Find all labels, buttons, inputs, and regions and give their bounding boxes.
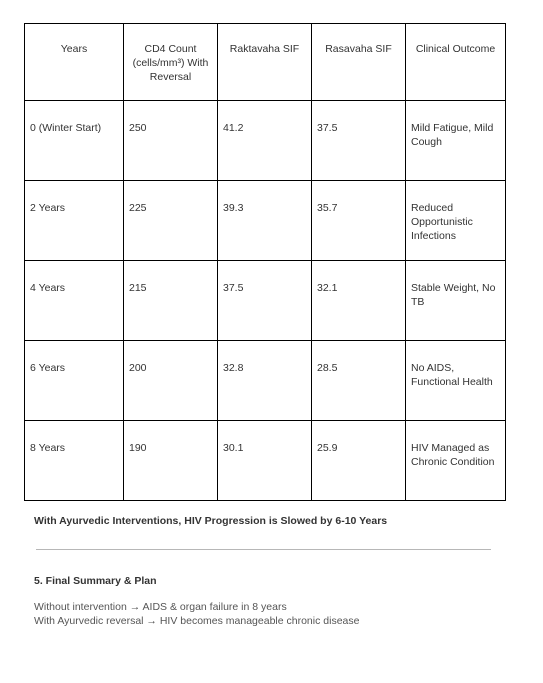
- table-row: [25, 261, 506, 341]
- cell-raktavaha: 32.8: [218, 341, 312, 421]
- section-heading: 5. Final Summary & Plan: [34, 575, 157, 587]
- cell-raktavaha: 41.2: [218, 101, 312, 181]
- table-header-row: [25, 24, 506, 101]
- summary-line-with-reversal: With Ayurvedic reversal → HIV becomes manageable chronic disease: [34, 615, 360, 627]
- horizontal-divider: [36, 549, 491, 550]
- cell-cd4: 225: [124, 181, 218, 261]
- cell-outcome: Reduced Opportunistic Infections: [406, 181, 506, 261]
- table-row: [25, 181, 506, 261]
- cell-rasavaha: 37.5: [312, 101, 406, 181]
- cell-cd4: 215: [124, 261, 218, 341]
- header-rasavaha-sif: Rasavaha SIF: [312, 24, 406, 101]
- cell-years: 8 Years: [25, 421, 124, 501]
- cell-years: 6 Years: [25, 341, 124, 421]
- cell-rasavaha: 35.7: [312, 181, 406, 261]
- header-clinical-outcome: Clinical Outcome: [406, 24, 506, 101]
- table-row: [25, 101, 506, 181]
- cell-rasavaha: 25.9: [312, 421, 406, 501]
- cell-years: 4 Years: [25, 261, 124, 341]
- header-years: Years: [25, 24, 124, 101]
- cell-outcome: Stable Weight, No TB: [406, 261, 506, 341]
- header-raktavaha-sif: Raktavaha SIF: [218, 24, 312, 101]
- cell-outcome: Mild Fatigue, Mild Cough: [406, 101, 506, 181]
- cell-raktavaha: 30.1: [218, 421, 312, 501]
- cell-outcome: No AIDS, Functional Health: [406, 341, 506, 421]
- summary-text: [34, 600, 359, 628]
- cell-years: 2 Years: [25, 181, 124, 261]
- cell-cd4: 200: [124, 341, 218, 421]
- header-cd4-count: CD4 Count (cells/mm³) With Reversal: [124, 24, 218, 101]
- cell-rasavaha: 32.1: [312, 261, 406, 341]
- cell-cd4: 250: [124, 101, 218, 181]
- cell-years: 0 (Winter Start): [25, 101, 124, 181]
- cell-raktavaha: 37.5: [218, 261, 312, 341]
- cell-raktavaha: 39.3: [218, 181, 312, 261]
- cell-outcome: HIV Managed as Chronic Condition: [406, 421, 506, 501]
- cd4-progression-table: [24, 23, 506, 501]
- cell-rasavaha: 28.5: [312, 341, 406, 421]
- table-row: [25, 341, 506, 421]
- summary-line-without-intervention: Without intervention → AIDS & organ failure in 8 years: [34, 601, 287, 613]
- cell-cd4: 190: [124, 421, 218, 501]
- table-row: [25, 421, 506, 501]
- conclusion-statement: With Ayurvedic Interventions, HIV Progression is Slowed by 6-10 Years: [34, 515, 388, 527]
